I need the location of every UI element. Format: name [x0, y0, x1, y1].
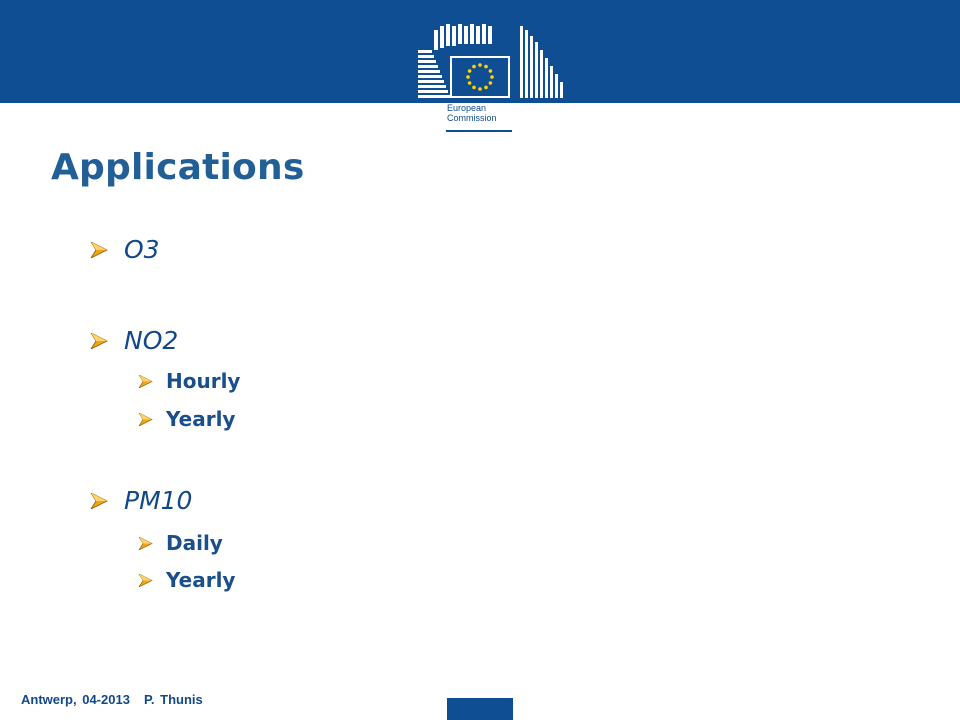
sub-bullet-item-yearly [138, 568, 235, 592]
slide-title: Applications [51, 147, 305, 188]
sub-bullet-label: Daily [166, 531, 223, 555]
logo-line-commission: Commission [447, 113, 497, 123]
arrow-bullet-icon [138, 574, 153, 587]
bullet-item-no2 [90, 326, 178, 355]
bullet-label: NO2 [124, 326, 179, 355]
sub-bullet-label: Hourly [166, 369, 241, 393]
arrow-bullet-icon [90, 242, 108, 258]
logo-caption [447, 103, 527, 123]
slide-footer [21, 692, 203, 707]
sub-bullet-item-hourly [138, 369, 240, 393]
footer-flag-tab [447, 698, 513, 720]
bullet-item-o3 [90, 235, 160, 264]
arrow-bullet-icon [90, 333, 108, 349]
footer-location-date: Antwerp, 04-2013 [21, 692, 130, 707]
sub-bullet-item-yearly [138, 407, 235, 431]
arrow-bullet-icon [138, 413, 153, 426]
bullet-label: O3 [124, 235, 160, 264]
logo-line-european: European [447, 103, 487, 113]
arrow-bullet-icon [90, 493, 108, 509]
arrow-bullet-icon [138, 375, 153, 388]
sub-bullet-label: Yearly [166, 407, 236, 431]
arrow-bullet-icon [138, 537, 153, 550]
bullet-item-pm10 [90, 486, 192, 515]
bullet-label: PM10 [124, 486, 193, 515]
sub-bullet-label: Yearly [166, 568, 236, 592]
sub-bullet-item-daily [138, 531, 223, 555]
footer-author: P. Thunis [143, 692, 203, 707]
